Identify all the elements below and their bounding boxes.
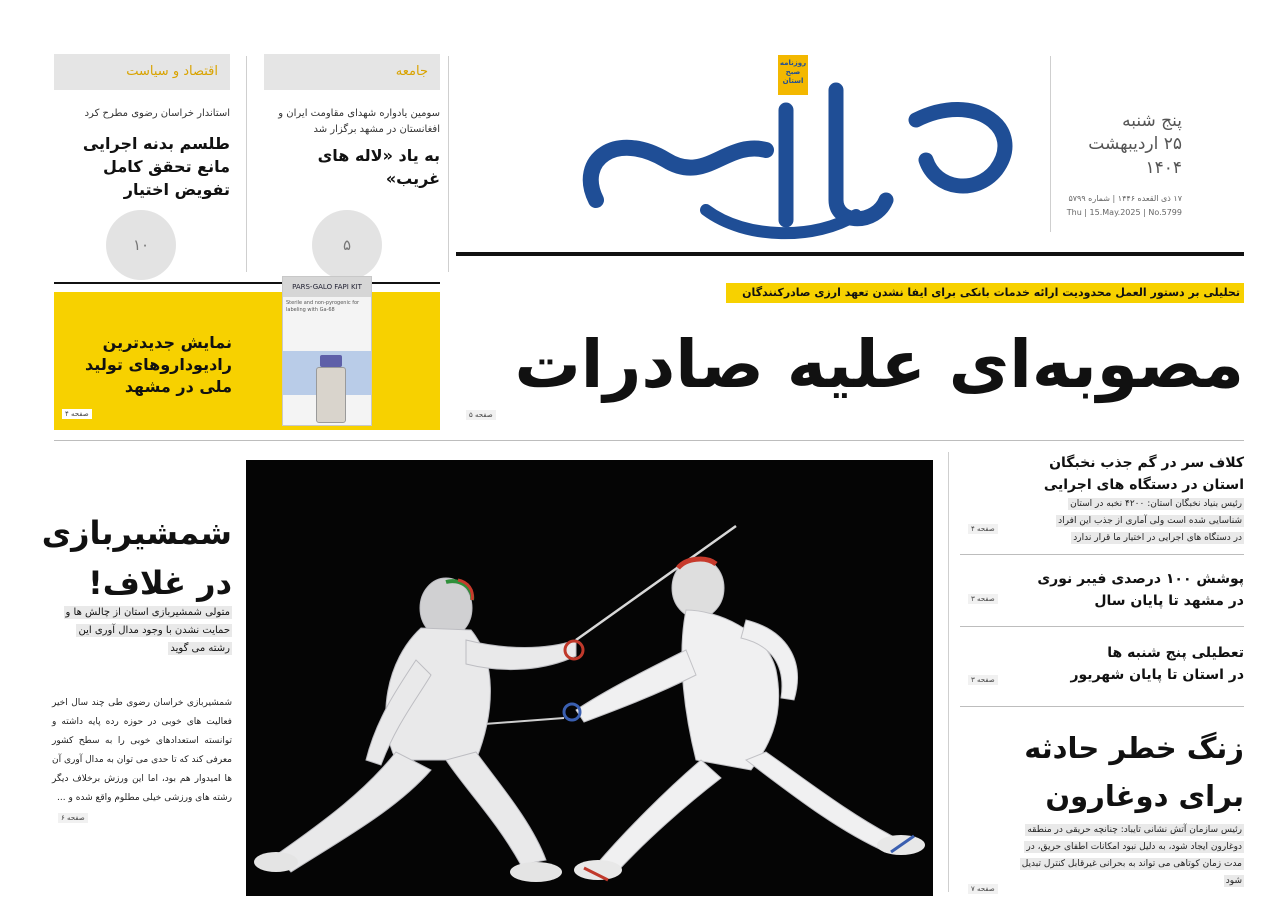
vial-image	[316, 355, 346, 425]
radiopharma-ad[interactable]	[54, 292, 440, 430]
issue-year: ۱۴۰۴	[1145, 158, 1182, 178]
product-subtitle: Sterile and non-pyrogenic for labeling with Ga-68	[286, 300, 360, 313]
masthead-divider	[1050, 56, 1051, 232]
teaser-portrait-placeholder: ۱۰	[106, 210, 176, 280]
teaser-section-label: جامعه	[264, 54, 440, 90]
product-name: PARS-GALO FAPI KIT	[283, 277, 371, 297]
story-title-line1: پوشش ۱۰۰ درصدی فیبر نوری	[1037, 571, 1244, 587]
story-summary-text: رئیس بنیاد نخبگان استان: ۴۲۰۰ نخبه در استان شناسایی شده است ولی آماری از جذب این افراد در دستگاه های اجرایی در اختیار ما قرار ندارد	[1058, 499, 1242, 543]
story-page-tag[interactable]: صفحه ۷	[968, 884, 998, 894]
issue-weekday: پنج شنبه	[1122, 111, 1182, 131]
teaser-society[interactable]	[264, 54, 440, 274]
story-fiber[interactable]	[960, 568, 1244, 618]
fencing-lead-text: متولی شمشیربازی استان از چالش ها و حمایت نشدن با وجود مدال آوری این رشته می گوید	[65, 607, 230, 654]
logo-badge: روزنامه صبح استان	[778, 55, 808, 95]
issue-date-block	[1062, 110, 1182, 217]
story-thursday-closure[interactable]	[960, 642, 1244, 692]
fencing-lead	[56, 604, 232, 658]
story-title-line1: کلاف سر در گم جذب نخبگان	[1049, 455, 1244, 471]
ad-headline: نمایش جدیدترین رادیوداروهای تولید ملی در مشهد	[85, 333, 232, 396]
right-column-divider	[948, 452, 949, 892]
story-title-line2: در استان تا پایان شهریور	[1070, 667, 1244, 683]
issue-latin-date: Thu | 15.May.2025 | No.5799	[1066, 208, 1182, 217]
fencers-illustration	[246, 460, 933, 896]
story-dogharoun-headline[interactable]: زنگ خطر حادثه برای دوغارون	[1024, 731, 1244, 813]
teaser-divider	[448, 56, 449, 272]
story-dogharoun-summary	[1010, 822, 1244, 890]
story-title-line1: تعطیلی پنج شنبه ها	[1107, 645, 1244, 661]
story-page-tag[interactable]: صفحه ۴	[968, 524, 998, 534]
fencing-page-tag[interactable]: صفحه ۶	[58, 813, 88, 823]
teaser-kicker: سومین یادواره شهدای مقاومت ایران و افغانستان در مشهد برگزار شد	[278, 108, 440, 135]
teaser-section-label: اقتصاد و سیاست	[54, 54, 230, 90]
main-story-page-tag[interactable]: صفحه ۵	[466, 410, 496, 420]
teaser-kicker: استاندار خراسان رضوی مطرح کرد	[84, 108, 230, 119]
teaser-divider	[246, 56, 247, 272]
issue-solar-date: ۲۵ اردیبهشت	[1088, 134, 1182, 154]
fencing-headline[interactable]: شمشیربازی در غلاف!	[41, 514, 232, 602]
vial-cap	[320, 355, 342, 367]
teaser-title: طلسم بدنه اجرایی مانع تحقق کامل تفویض اختیار	[82, 134, 230, 199]
story-elites[interactable]	[960, 452, 1244, 552]
teaser-economy[interactable]	[54, 54, 230, 274]
story-title-line2: در مشهد تا پایان سال	[1094, 593, 1244, 609]
story-title-line2: استان در دستگاه های اجرایی	[1043, 477, 1244, 493]
main-headline[interactable]: مصوبه‌ای علیه صادرات	[514, 326, 1244, 403]
story-page-tag[interactable]: صفحه ۳	[968, 675, 998, 685]
main-story-kicker[interactable]: تحلیلی بر دستور العمل محدودیت ارائه خدمات بانکی برای ایفا نشدن تعهد ارزی صادرکنندگان	[726, 283, 1244, 303]
teaser-bottom-rule	[54, 282, 440, 284]
fencing-photo	[246, 460, 933, 896]
teaser-portrait-placeholder: ۵	[312, 210, 382, 280]
story-summary	[1048, 496, 1244, 547]
teaser-title: به یاد «لاله های غریب»	[317, 146, 440, 188]
vial-glass	[316, 367, 346, 423]
story-page-tag[interactable]: صفحه ۳	[968, 594, 998, 604]
fencing-body: شمشیربازی خراسان رضوی طی چند سال اخیر فعالیت های خوبی در حوزه رده پایه داشته و توانسته استعدادهای خوبی را به سطح کشور معرفی کند که تا حدی می توان به مدال آوری آن ها امیدوار هم بود، اما این ورزش برخلاف دیگر رشته های ورزشی خیلی مطلوم واقع شده و ...	[52, 698, 232, 803]
story-rule	[960, 706, 1244, 707]
masthead-rule	[456, 252, 1244, 256]
story-rule	[960, 626, 1244, 627]
section-rule	[54, 440, 1244, 441]
ad-page-tag[interactable]: صفحه ۴	[62, 409, 92, 419]
story-rule	[960, 554, 1244, 555]
story-dogharoun-text: رئیس سازمان آتش نشانی تایباد: چنانچه حریقی در منطقه دوغارون ایجاد شود، به دلیل نبود امکانات اطفای حریق، در مدت زمان کوتاهی می تواند به بحرانی غیرقابل کنترل تبدیل شود	[1021, 825, 1242, 886]
issue-hijri-number: ۱۷ ذی القعده ۱۴۴۶ | شماره ۵۷۹۹	[1068, 194, 1182, 203]
